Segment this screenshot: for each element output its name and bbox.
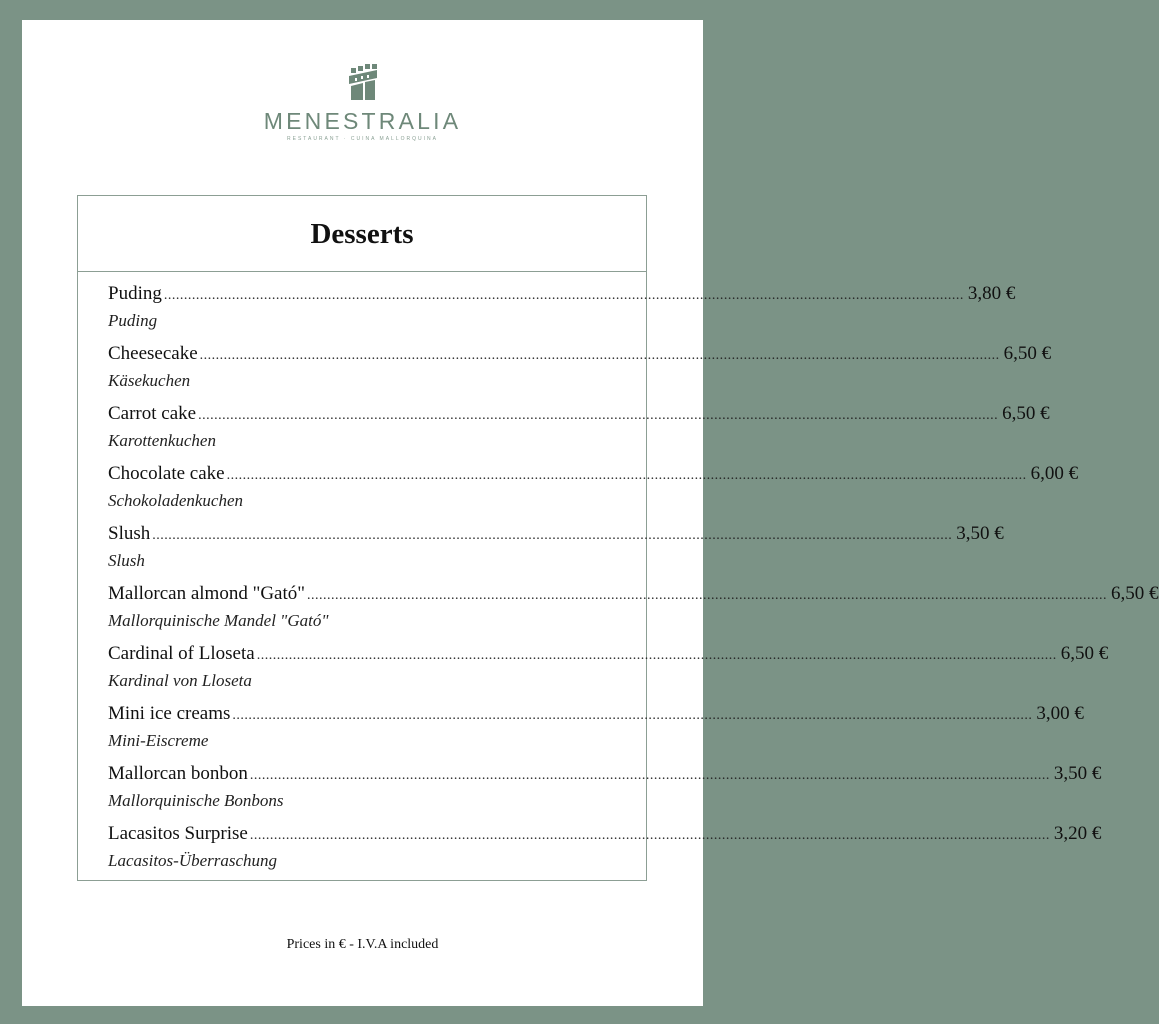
menu-item-translation: Slush (108, 551, 145, 570)
menu-item-translation: Puding (108, 311, 158, 330)
dot-leader: ........................................................................................................................................................................................................ (232, 708, 1033, 723)
menu-item-price: 3,00 € (1036, 703, 1084, 724)
menu-item-line (108, 283, 1016, 307)
menu-item (108, 283, 1016, 343)
menu-item-translation: Karottenkuchen (108, 431, 216, 450)
menu-item (108, 703, 1084, 763)
menu-item (108, 463, 1079, 523)
menu-item-line (108, 343, 1052, 367)
menu-item-name: Chocolate cake (108, 463, 225, 484)
menu-item-translation: Lacasitos-Überraschung (108, 851, 278, 870)
menu-item-line (108, 703, 1084, 727)
menu-item-price: 6,50 € (1002, 403, 1050, 424)
menu-item-price: 3,20 € (1053, 823, 1102, 844)
menu-item-name: Puding (108, 283, 162, 304)
menu-item-price: 6,50 € (1003, 343, 1052, 364)
dot-leader: ........................................................................................................................................................................................................ (152, 528, 953, 543)
menu-item-name: Carrot cake (108, 403, 197, 424)
menu-item-price: 6,50 € (1111, 583, 1159, 604)
menu-item-translation: Schokoladenkuchen (108, 491, 243, 510)
menu-item-translation: Käsekuchen (108, 371, 191, 390)
menu-item (108, 763, 1102, 823)
price-note: Prices in € - I.V.A included (286, 937, 439, 952)
menu-item (108, 403, 1050, 463)
dot-leader: ........................................................................................................................................................................................................ (226, 468, 1027, 483)
dot-leader: ........................................................................................................................................................................................................ (249, 768, 1050, 783)
menu-item-price: 3,80 € (967, 283, 1016, 304)
menu-item-name: Slush (108, 523, 151, 544)
menu-item-line (108, 823, 1102, 847)
dot-leader: ........................................................................................................................................................................................................ (249, 828, 1050, 843)
menu-item-translation: Mallorquinische Mandel "Gató" (108, 611, 329, 630)
menu-page (22, 20, 1159, 1006)
menu-card (77, 195, 1159, 881)
menu-item-line (108, 403, 1050, 427)
menu-title: Desserts (310, 218, 414, 250)
brand-logo (22, 64, 703, 142)
menu-item-translation: Mallorquinische Bonbons (108, 791, 284, 810)
dot-leader: ........................................................................................................................................................................................................ (307, 588, 1108, 603)
menu-item-name: Mallorcan almond "Gató" (108, 583, 306, 604)
menu-item-price: 6,50 € (1060, 643, 1109, 664)
menu-item-translation: Mini-Eiscreme (108, 731, 209, 750)
menu-item (108, 523, 1004, 583)
menu-item (108, 583, 1159, 643)
menu-item-list (78, 272, 1159, 883)
dot-leader: ........................................................................................................................................................................................................ (199, 348, 1000, 363)
menu-item-line (108, 643, 1109, 667)
dot-leader: ........................................................................................................................................................................................................ (198, 408, 999, 423)
menu-item-price: 3,50 € (1053, 763, 1102, 784)
menu-item-price: 3,50 € (956, 523, 1004, 544)
menu-item-line (108, 463, 1079, 487)
menu-item (108, 343, 1052, 403)
menu-item-line (108, 523, 1004, 547)
menu-item-name: Cheesecake (108, 343, 198, 364)
menu-item-name: Mini ice creams (108, 703, 231, 724)
menu-header (78, 196, 646, 272)
dot-leader: ........................................................................................................................................................................................................ (163, 288, 964, 303)
menu-item-name: Cardinal of Lloseta (108, 643, 255, 664)
brand-name: MENESTRALIA (263, 108, 462, 134)
menu-item-name: Lacasitos Surprise (108, 823, 248, 844)
castle-tower-icon (343, 64, 383, 102)
menu-item-translation: Kardinal von Lloseta (108, 671, 252, 690)
brand-tagline: RESTAURANT · CUINA MALLORQUINA (287, 136, 438, 142)
menu-item-price: 6,00 € (1030, 463, 1079, 484)
dot-leader: ........................................................................................................................................................................................................ (256, 648, 1057, 663)
menu-item (108, 823, 1102, 883)
menu-item-line (108, 763, 1102, 787)
menu-item-name: Mallorcan bonbon (108, 763, 248, 784)
menu-item (108, 643, 1109, 703)
menu-item-line (108, 583, 1159, 607)
